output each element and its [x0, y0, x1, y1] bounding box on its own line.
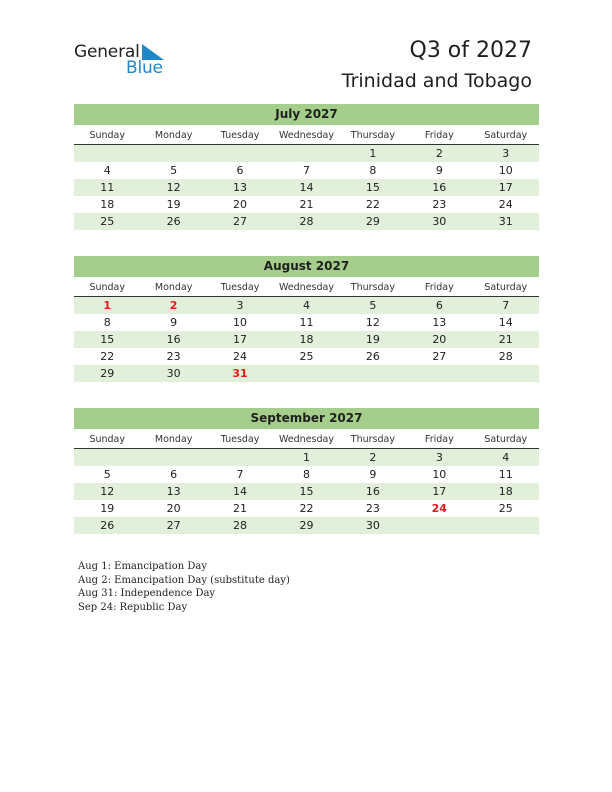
day-cell: 16: [432, 181, 447, 194]
day-cell: 26: [365, 350, 380, 363]
day-cell: 23: [365, 502, 380, 515]
day-cell: 10: [233, 316, 248, 329]
day-cell: 13: [233, 181, 248, 194]
day-cell: 7: [302, 164, 310, 177]
page-subtitle: Trinidad and Tobago: [341, 70, 532, 92]
day-cell: 5: [103, 468, 111, 481]
day-cell: 11: [299, 316, 314, 329]
day-cell: 27: [166, 519, 181, 532]
day-cell: 31: [232, 367, 248, 380]
week-row: [74, 297, 539, 314]
weekday-label: Friday: [424, 130, 454, 141]
day-cell: [140, 449, 206, 466]
week-row: [74, 483, 539, 500]
day-cell: [406, 517, 472, 534]
weekday-label: Tuesday: [220, 434, 260, 445]
day-cell: 8: [302, 468, 310, 481]
logo-word-general: General: [74, 42, 140, 62]
weekday-header-row: [74, 127, 539, 145]
day-cell: 1: [369, 147, 377, 160]
weekday-label: Wednesday: [278, 434, 334, 445]
day-cell: 8: [103, 316, 111, 329]
day-cell: 13: [432, 316, 447, 329]
day-cell: [406, 365, 472, 382]
weekday-label: Thursday: [350, 434, 395, 445]
week-row: [74, 314, 539, 331]
holiday-note: Sep 24: Republic Day: [78, 602, 188, 614]
day-cell: 20: [432, 333, 447, 346]
weekday-label: Tuesday: [220, 130, 260, 141]
day-cell: [207, 449, 273, 466]
day-cell: 25: [498, 502, 513, 515]
weekday-label: Friday: [424, 434, 454, 445]
day-cell: 27: [233, 215, 248, 228]
day-cell: 15: [365, 181, 380, 194]
weekday-label: Sunday: [89, 434, 125, 445]
weekday-header-row: [74, 431, 539, 449]
day-cell: 14: [498, 316, 513, 329]
month-calendar-september: [74, 408, 539, 534]
holiday-note: Aug 31: Independence Day: [78, 588, 216, 600]
day-cell: 29: [100, 367, 115, 380]
day-cell: 16: [166, 333, 181, 346]
day-cell: 11: [100, 181, 115, 194]
generalblue-logo: [74, 42, 174, 78]
day-cell: 31: [498, 215, 513, 228]
day-cell: 17: [498, 181, 513, 194]
day-cell: 28: [299, 215, 314, 228]
day-cell: 10: [498, 164, 513, 177]
week-row: [74, 517, 539, 534]
day-cell: 1: [103, 299, 112, 312]
day-cell: 4: [103, 164, 111, 177]
weekday-label: Sunday: [89, 130, 125, 141]
week-row: [74, 331, 539, 348]
day-cell: 21: [498, 333, 513, 346]
day-cell: 11: [498, 468, 513, 481]
day-cell: 21: [299, 198, 314, 211]
day-cell: 12: [365, 316, 380, 329]
day-cell: 15: [299, 485, 314, 498]
day-cell: 20: [233, 198, 248, 211]
weekday-label: Thursday: [350, 130, 395, 141]
day-cell: [473, 365, 539, 382]
day-cell: 2: [435, 147, 443, 160]
day-cell: [140, 145, 206, 162]
week-row: [74, 365, 539, 382]
day-cell: 6: [435, 299, 443, 312]
day-cell: 27: [432, 350, 447, 363]
day-cell: 15: [100, 333, 115, 346]
day-cell: 5: [170, 164, 178, 177]
day-cell: 12: [166, 181, 181, 194]
day-cell: [340, 365, 406, 382]
day-cell: 3: [502, 147, 510, 160]
day-cell: 18: [299, 333, 314, 346]
week-row: [74, 466, 539, 483]
weekday-label: Friday: [424, 282, 454, 293]
day-cell: 23: [432, 198, 447, 211]
holiday-note: Aug 2: Emancipation Day (substitute day): [78, 574, 290, 586]
week-row: [74, 213, 539, 230]
day-cell: 5: [369, 299, 377, 312]
week-row: [74, 162, 539, 179]
day-cell: 7: [236, 468, 244, 481]
day-cell: 24: [498, 198, 513, 211]
logo-word-blue: Blue: [126, 58, 163, 78]
weekday-label: Monday: [154, 130, 193, 141]
holiday-notes: [78, 560, 290, 615]
day-cell: 22: [299, 502, 314, 515]
day-cell: 19: [166, 198, 181, 211]
month-header: September 2027: [74, 408, 539, 429]
week-row: [74, 348, 539, 365]
day-cell: 29: [299, 519, 314, 532]
weekday-label: Tuesday: [220, 282, 260, 293]
weekday-label: Sunday: [89, 282, 125, 293]
day-cell: 18: [498, 485, 513, 498]
day-cell: 24: [431, 502, 447, 515]
day-cell: 17: [432, 485, 447, 498]
weekday-label: Wednesday: [278, 282, 334, 293]
day-cell: 13: [166, 485, 181, 498]
day-cell: 29: [365, 215, 380, 228]
day-cell: 21: [233, 502, 248, 515]
weekday-label: Thursday: [350, 282, 395, 293]
day-cell: 30: [432, 215, 447, 228]
month-calendar-august: [74, 256, 539, 382]
day-cell: 20: [166, 502, 181, 515]
day-cell: 22: [100, 350, 115, 363]
day-cell: [473, 517, 539, 534]
week-row: [74, 196, 539, 213]
day-cell: 1: [302, 451, 310, 464]
day-cell: 8: [369, 164, 377, 177]
weekday-label: Saturday: [484, 434, 528, 445]
day-cell: 9: [369, 468, 377, 481]
day-cell: 18: [100, 198, 115, 211]
week-row: [74, 145, 539, 162]
day-cell: 2: [169, 299, 178, 312]
day-cell: [74, 145, 140, 162]
weekday-header-row: [74, 279, 539, 297]
day-cell: 3: [435, 451, 443, 464]
day-cell: 3: [236, 299, 244, 312]
day-cell: 19: [100, 502, 115, 515]
day-cell: 16: [365, 485, 380, 498]
day-cell: 9: [435, 164, 443, 177]
day-cell: 14: [233, 485, 248, 498]
weekday-label: Saturday: [484, 282, 528, 293]
day-cell: 24: [233, 350, 248, 363]
day-cell: 10: [432, 468, 447, 481]
day-cell: 19: [365, 333, 380, 346]
month-calendar-july: [74, 104, 539, 230]
week-row: [74, 449, 539, 466]
day-cell: 2: [369, 451, 377, 464]
holiday-note: Aug 1: Emancipation Day: [78, 561, 207, 572]
day-cell: 25: [299, 350, 314, 363]
day-cell: 22: [365, 198, 380, 211]
day-cell: 30: [365, 519, 380, 532]
weekday-label: Monday: [154, 434, 193, 445]
day-cell: 6: [236, 164, 244, 177]
day-cell: 25: [100, 215, 115, 228]
day-cell: 6: [170, 468, 178, 481]
day-cell: 17: [233, 333, 248, 346]
day-cell: 26: [166, 215, 181, 228]
day-cell: [207, 145, 273, 162]
day-cell: 14: [299, 181, 314, 194]
day-cell: [273, 365, 339, 382]
day-cell: 30: [166, 367, 181, 380]
weekday-label: Saturday: [484, 130, 528, 141]
day-cell: 4: [302, 299, 310, 312]
day-cell: 28: [498, 350, 513, 363]
day-cell: 4: [502, 451, 510, 464]
day-cell: 7: [502, 299, 510, 312]
day-cell: [273, 145, 339, 162]
day-cell: 26: [100, 519, 115, 532]
day-cell: 12: [100, 485, 115, 498]
week-row: [74, 179, 539, 196]
day-cell: 28: [233, 519, 248, 532]
page-title: Q3 of 2027: [409, 38, 532, 63]
weekday-label: Monday: [154, 282, 193, 293]
week-row: [74, 500, 539, 517]
weekday-label: Wednesday: [278, 130, 334, 141]
month-header: August 2027: [74, 256, 539, 277]
day-cell: 23: [166, 350, 181, 363]
day-cell: 9: [170, 316, 178, 329]
day-cell: [74, 449, 140, 466]
month-header: July 2027: [74, 104, 539, 125]
